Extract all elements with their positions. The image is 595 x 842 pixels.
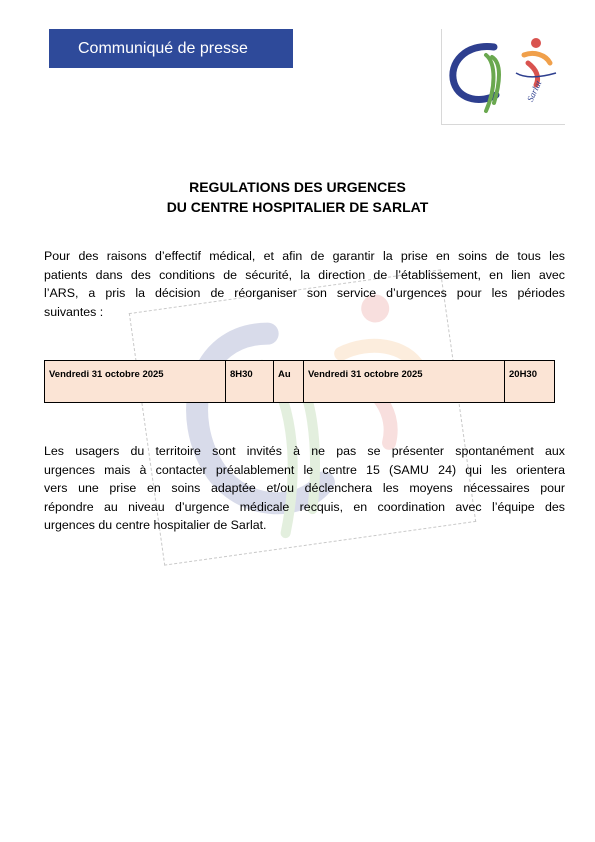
- end-time-cell: 20H30: [505, 361, 555, 403]
- text-line: urgences du centre hospitalier de Sarlat.: [44, 518, 267, 532]
- intro-paragraph: [44, 247, 565, 321]
- banner-text: Communiqué de presse: [78, 39, 248, 57]
- press-release-banner: [49, 29, 293, 68]
- schedule-table: [44, 360, 555, 403]
- text-line: urgences mais à contacter préalablement le centre 15 (SAMU 24) qui les orientera: [44, 462, 565, 477]
- text-line: patients dans des conditions de sécurité, la direction de l’établissement, en lien avec: [44, 267, 565, 282]
- text-line: suivantes :: [44, 304, 104, 319]
- text-line: l’ARS, a pris la décision de réorganiser son service d’urgences pour les périodes: [44, 286, 565, 300]
- text-line: vers une prise en soins adaptée et/ou déclenchera les moyens nécessaires pour: [44, 481, 565, 495]
- text-line: Pour des raisons d’effectif médical, et afin de garantir la prise en soins de tous les: [44, 249, 565, 263]
- logo-emblem-icon: [446, 33, 562, 123]
- title-line: REGULATIONS DES URGENCES: [189, 179, 406, 195]
- hospital-logo: [441, 29, 565, 125]
- logo-text: Sarlat: [525, 79, 544, 104]
- notice-paragraph: [44, 442, 565, 535]
- text-line: répondre au niveau d’urgence médicale recquis, en coordination avec l’équipe des: [44, 499, 565, 514]
- start-time-cell: 8H30: [226, 361, 274, 403]
- start-date-cell: Vendredi 31 octobre 2025: [45, 361, 226, 403]
- title-line: DU CENTRE HOSPITALIER DE SARLAT: [166, 199, 429, 215]
- page-title: [0, 177, 595, 217]
- table-row: [45, 361, 555, 403]
- end-date-cell: Vendredi 31 octobre 2025: [304, 361, 505, 403]
- separator-cell: Au: [274, 361, 304, 403]
- text-line: Les usagers du territoire sont invités à ne pas se présenter spontanément aux: [44, 444, 565, 458]
